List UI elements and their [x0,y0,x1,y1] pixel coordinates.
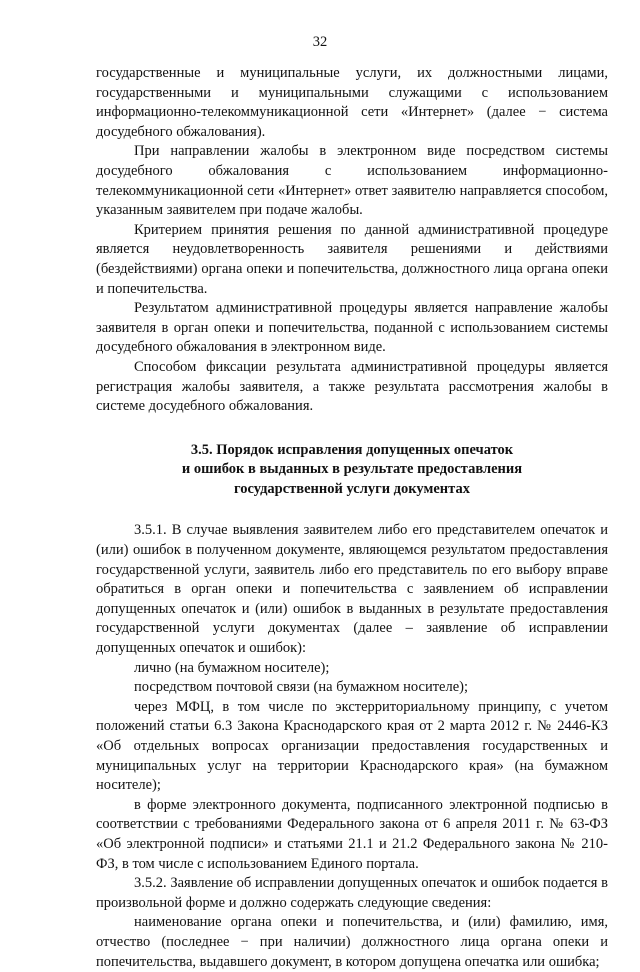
paragraph: Критерием принятия решения по данной административной процедуре является неудовлетворенность заявителя решениями и действиями (бездействиями) органа опеки и попечительства, должностного лица органа опеки и попечительства. [96,221,608,297]
page-number: 32 [312,34,328,50]
paragraph: в форме электронного документа, подписанного электронной подписью в соответствии с требованиями Федерального закона от 6 апреля 2011 г. № 63-ФЗ «Об электронной подписи» и статьями 21.1 и 21.2 Федерального закона № 210-ФЗ, в том числе с использованием Единого портала. [96,796,608,872]
paragraph: наименование органа опеки и попечительства, и (или) фамилию, имя, отчество (последнее − при наличии) должностного лица органа опеки и попечительства, выдавшего документ, в котором допущена опечатка или ошибка; [96,914,608,970]
section-heading [96,441,608,500]
paragraph: При направлении жалобы в электронном виде посредством системы досудебного обжалования с использованием информационно-телекоммуникационной сети «Интернет» ответ заявителю направляется способом, указанным заявителем при подаче жалобы. [96,143,608,219]
paragraph: через МФЦ, в том числе по экстерриториальному принципу, с учетом положений статьи 6.3 Закона Краснодарского края от 2 марта 2012 г. № 2446-КЗ «Об отдельных вопросах организации предоставления государственных и муниципальных услуг на территории Краснодарского края» (на бумажном носителе); [96,698,608,794]
paragraphs-before-heading [96,64,608,417]
paragraph: посредством почтовой связи (на бумажном носителе); [134,679,469,696]
paragraph: лично (на бумажном носителе); [134,659,330,676]
paragraphs-after-heading [96,521,608,972]
paragraph: Способом фиксации результата административной процедуры является регистрация жалобы заявителя, а также результата рассмотрения жалобы в системе досудебного обжалования. [96,358,608,415]
paragraph: Результатом административной процедуры является направление жалобы заявителя в орган опеки и попечительства, поданной с использованием системы досудебного обжалования в электронном виде. [96,300,608,356]
section-heading-line-3: государственной услуги документах [234,480,470,497]
paragraph: государственные и муниципальные услуги, их должностными лицами, государственными и муниципальными служащими с использованием информационно-телекоммуникационной сети «Интернет» (далее − система досудебного обжалования). [96,65,608,140]
section-heading-line-1: 3.5. Порядок исправления допущенных опечаток [190,441,514,458]
paragraph: 3.5.1. В случае выявления заявителем либо его представителем опечаток и (или) ошибок в полученном документе, являющемся результатом предоставления государственной услуги, заявитель либо его представитель по его выбору вправе обратиться в орган опеки и попечительства с заявлением об исправлении допущенных опечаток и (или) ошибок в выданных в результате предоставления государственной услуги документах (далее – заявление об исправлении допущенных опечаток и ошибок): [96,522,608,657]
section-heading-line-2: и ошибок в выданных в результате предоставления [181,461,523,478]
document-body [96,64,608,972]
paragraph: 3.5.2. Заявление об исправлении допущенных опечаток и ошибок подается в произвольной форме и должно содержать следующие сведения: [96,875,608,911]
